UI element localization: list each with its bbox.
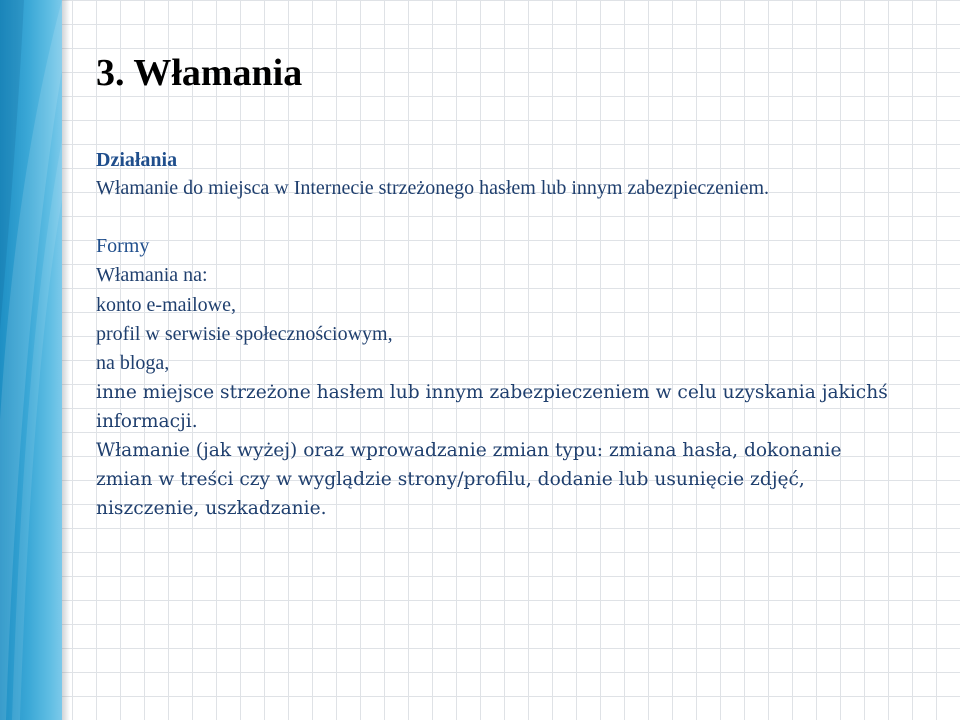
side-bar-shadow	[62, 0, 70, 720]
side-bar-stripes	[0, 0, 62, 720]
forms-closing-line: niszczenie, uszkadzanie.	[96, 498, 327, 519]
actions-text: Włamanie do miejsca w Internecie strzeżonego hasłem lub innym zabezpieczeniem.	[96, 177, 770, 199]
forms-other-line: inne miejsce strzeżone hasłem lub innym zabezpieczeniem w celu uzyskania jakichś	[96, 382, 888, 403]
forms-item: konto e-mailowe,	[96, 294, 236, 316]
forms-other-line: informacji.	[96, 411, 198, 432]
actions-heading: Działania	[96, 149, 178, 171]
forms-item: profil w serwisie społecznościowym,	[96, 323, 393, 345]
forms-item: na bloga,	[96, 352, 170, 374]
forms-closing-line: zmian w treści czy w wyglądzie strony/profilu, dodanie lub usunięcie zdjęć,	[96, 469, 805, 490]
forms-closing-line: Włamanie (jak wyżej) oraz wprowadzanie zmian typu: zmiana hasła, dokonanie	[96, 440, 842, 461]
forms-intro: Włamania na:	[96, 264, 208, 286]
forms-heading: Formy	[96, 235, 150, 257]
slide-title: 3. Włamania	[96, 52, 303, 94]
decorative-side-bar	[0, 0, 62, 720]
